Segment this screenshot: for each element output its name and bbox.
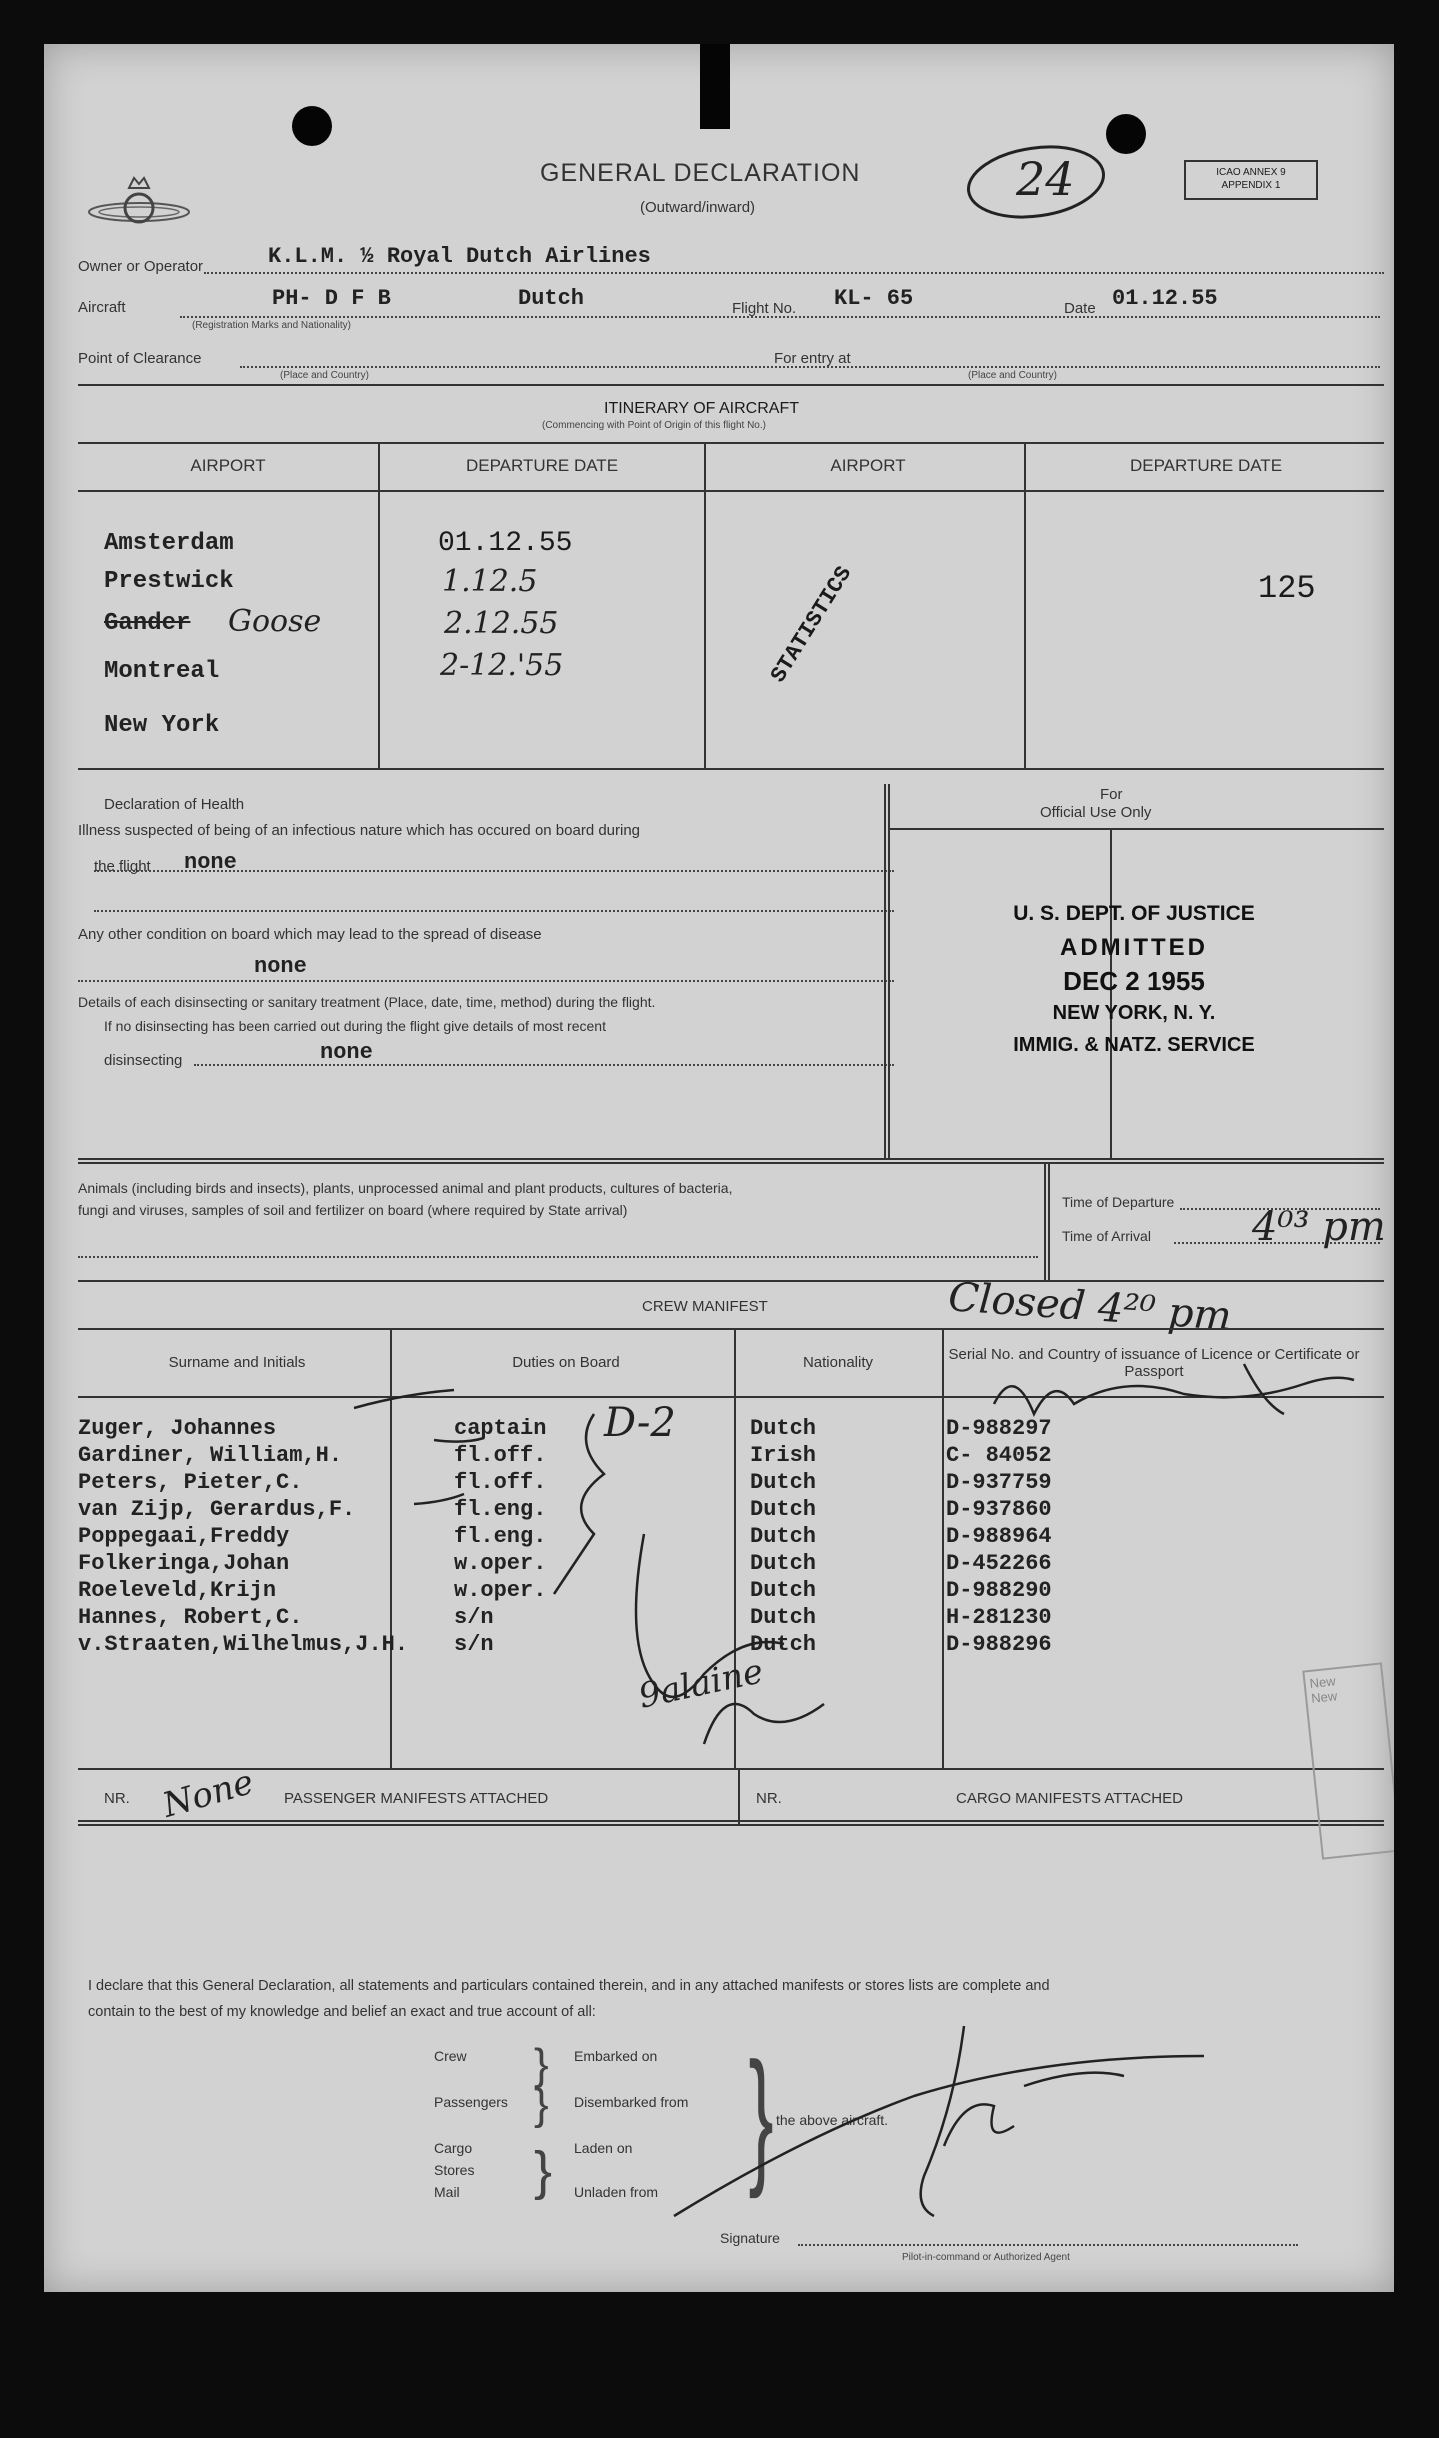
declaration-mid: Disembarked from — [574, 2094, 689, 2110]
crew-serial: C- 84052 — [946, 1443, 1052, 1468]
cargo-nr-label: NR. — [756, 1790, 782, 1807]
col-date-1: DEPARTURE DATE — [465, 456, 619, 475]
signature-caption: Pilot-in-command or Authorized Agent — [902, 2252, 1070, 2263]
health-condition-label: Any other condition on board which may lead to the spread of disease — [78, 926, 542, 943]
crew-serial: D-452266 — [946, 1551, 1052, 1576]
brace: } — [534, 2040, 549, 2089]
health-disinsecting-text: If no disinsecting has been carried out during the flight give details of most recent — [104, 1018, 606, 1034]
crew-col-nationality: Nationality — [802, 1354, 874, 1371]
crew-nationality: Dutch — [750, 1524, 817, 1549]
aircraft-value: PH- D F B — [272, 286, 391, 311]
crew-serial: D-988297 — [946, 1416, 1052, 1441]
col-date-2: DEPARTURE DATE — [1129, 456, 1283, 475]
signature-label: Signature — [720, 2230, 780, 2246]
admitted-stamp-line: ADMITTED — [1060, 934, 1208, 961]
animals-text: Animals (including birds and insects), plants, unprocessed animal and plant products, cultures of bacteria, — [78, 1180, 733, 1196]
itinerary-airport: New York — [104, 712, 220, 739]
crew-title: CREW MANIFEST — [642, 1298, 768, 1315]
declaration-item: Mail — [434, 2184, 460, 2200]
crew-serial: D-988290 — [946, 1578, 1052, 1603]
crew-name: Gardiner, William,H. — [78, 1443, 343, 1468]
brace: } — [748, 2031, 774, 2199]
aircraft-label: Aircraft — [78, 299, 126, 316]
arrival-handwritten: 4⁰³ pm — [1252, 1204, 1386, 1250]
declaration-mid: Laden on — [574, 2140, 633, 2156]
crew-nationality: Dutch — [750, 1605, 817, 1630]
passenger-nr-label: NR. — [104, 1790, 130, 1807]
crew-nationality: Dutch — [750, 1470, 817, 1495]
animals-text: fungi and viruses, samples of soil and fertilizer on board (where required by State arrival) — [78, 1202, 628, 1218]
entry-label: For entry at — [774, 350, 851, 367]
health-disinsecting-value: none — [320, 1040, 373, 1065]
closed-handwritten: Closed 4²⁰ pm — [946, 1274, 1234, 1340]
itinerary-number: 125 — [1258, 570, 1316, 607]
crew-serial: H-281230 — [946, 1605, 1052, 1630]
declaration-item: Stores — [434, 2162, 475, 2178]
crew-nationality: Dutch — [750, 1416, 817, 1441]
crew-nationality: Dutch — [750, 1497, 817, 1522]
crew-col-serial: Serial No. and Country of issuance of Licence or Certificate or Passport — [948, 1346, 1360, 1380]
form-subtitle: (Outward/inward) — [640, 199, 756, 216]
clearance-caption: (Place and Country) — [280, 370, 369, 381]
crew-handwritten-d2: D-2 — [604, 1400, 676, 1446]
official-title: For — [1100, 786, 1123, 803]
declaration-form — [44, 44, 1394, 2292]
icao-line: ICAO ANNEX 9 — [1216, 167, 1286, 178]
crew-nationality: Dutch — [750, 1632, 817, 1657]
crew-serial: D-937759 — [946, 1470, 1052, 1495]
owner-value: K.L.M. ½ Royal Dutch Airlines — [268, 244, 651, 269]
crew-duty: s/n — [454, 1605, 494, 1630]
health-disinsecting-label: disinsecting — [104, 1052, 183, 1069]
crew-duty: w.oper. — [454, 1578, 547, 1603]
declaration-text: contain to the best of my knowledge and belief an exact and true account of all: — [88, 2004, 596, 2020]
declaration-mid: Embarked on — [574, 2048, 658, 2064]
passenger-nr-hand: None — [158, 1762, 258, 1826]
handwritten-number: 24 — [1016, 152, 1075, 206]
aircraft-caption: (Registration Marks and Nationality) — [192, 320, 351, 331]
form-title: GENERAL DECLARATION — [540, 159, 861, 187]
declaration-item: Cargo — [434, 2140, 473, 2156]
health-title: Declaration of Health — [104, 796, 245, 813]
itinerary-airport: Montreal — [104, 658, 220, 685]
flight-value: KL- 65 — [834, 286, 914, 311]
nationality-value: Dutch — [518, 286, 585, 311]
crew-handwritten-marks — [344, 1384, 904, 1764]
itinerary-hand-airport: Goose — [228, 604, 322, 639]
crew-nationality: Dutch — [750, 1578, 817, 1603]
crew-duty: fl.off. — [454, 1470, 547, 1495]
col-airport-1: AIRPORT — [190, 456, 266, 475]
itinerary-date: 2.12.55 — [444, 606, 559, 641]
col-airport-2: AIRPORT — [830, 456, 906, 475]
itinerary-airport: Gander — [104, 610, 191, 637]
icao-box — [1184, 160, 1318, 200]
crew-serial: D-937860 — [946, 1497, 1052, 1522]
statistics-stamp: STATISTICS — [766, 562, 858, 688]
crew-serial: D-988296 — [946, 1632, 1052, 1657]
passenger-manifests-label: PASSENGER MANIFESTS ATTACHED — [284, 1790, 549, 1807]
arrival-label: Time of Arrival — [1062, 1228, 1151, 1244]
crew-name: Zuger, Johannes — [78, 1416, 277, 1441]
itinerary-title: ITINERARY OF AIRCRAFT — [604, 400, 799, 417]
itinerary-date: 2-12.'55 — [440, 648, 564, 683]
crew-name: van Zijp, Gerardus,F. — [78, 1497, 356, 1522]
health-flight-value: none — [184, 850, 237, 875]
flight-label: Flight No. — [732, 300, 797, 317]
crew-duty: captain — [454, 1416, 547, 1441]
declaration-text: I declare that this General Declaration, all statements and particulars contained therein, and in any attached manifests or stores lists are complete and — [88, 1978, 1050, 1994]
date-value: 01.12.55 — [1112, 286, 1218, 311]
crew-name: Roeleveld,Krijn — [78, 1578, 277, 1603]
date-label: Date — [1064, 300, 1096, 317]
admitted-stamp-line: IMMIG. & NATZ. SERVICE — [1013, 1034, 1255, 1056]
crew-duty: fl.eng. — [454, 1524, 547, 1549]
declaration-aircraft-text: the above aircraft. — [776, 2112, 889, 2128]
crew-name: v.Straaten,Wilhelmus,J.H. — [78, 1632, 409, 1657]
official-title: Official Use Only — [1040, 804, 1152, 821]
itinerary-caption: (Commencing with Point of Origin of this flight No.) — [542, 420, 766, 431]
clearance-label: Point of Clearance — [78, 350, 202, 367]
admitted-stamp-line: DEC 2 1955 — [1063, 966, 1205, 996]
faint-stamp: New New — [1302, 1662, 1394, 1859]
punch-hole — [292, 106, 332, 146]
admitted-stamp-line: NEW YORK, N. Y. — [1052, 1002, 1216, 1024]
crew-col-duty: Duties on Board — [512, 1354, 620, 1371]
cargo-manifests-label: CARGO MANIFESTS ATTACHED — [956, 1790, 1183, 1807]
itinerary-date: 1.12.5 — [442, 564, 538, 599]
health-illness-label: Illness suspected of being of an infectious nature which has occured on board during — [78, 822, 641, 839]
crew-duty: w.oper. — [454, 1551, 547, 1576]
itinerary-airport: Amsterdam — [104, 530, 234, 557]
crew-nationality: Irish — [750, 1443, 817, 1468]
crew-col-name: Surname and Initials — [168, 1354, 306, 1371]
admitted-stamp-line: U. S. DEPT. OF JUSTICE — [1013, 902, 1255, 925]
crew-name: Hannes, Robert,C. — [78, 1605, 303, 1630]
owner-label: Owner or Operator — [78, 258, 204, 275]
crew-name: Folkeringa,Johan — [78, 1551, 290, 1576]
crew-nationality: Dutch — [750, 1551, 817, 1576]
health-disinsecting-text: Details of each disinsecting or sanitary treatment (Place, date, time, method) during the flight. — [78, 994, 656, 1010]
icao-line: APPENDIX 1 — [1221, 180, 1281, 191]
declaration-mid: Unladen from — [574, 2184, 659, 2200]
klm-logo-icon — [84, 164, 194, 244]
departure-label: Time of Departure — [1062, 1194, 1175, 1210]
pilot-signature — [664, 2016, 1224, 2226]
health-condition-value: none — [254, 954, 307, 979]
itinerary-airport: Prestwick — [104, 568, 234, 595]
crew-signature: 9alaine — [635, 1651, 767, 1717]
torn-staple-mark — [700, 44, 730, 129]
health-flight-label: the flight — [94, 858, 151, 875]
itinerary-date: 01.12.55 — [438, 528, 573, 559]
crew-name: Peters, Pieter,C. — [78, 1470, 303, 1495]
crew-duty: fl.eng. — [454, 1497, 547, 1522]
crew-duty: fl.off. — [454, 1443, 547, 1468]
captain-initials-signature — [984, 1344, 1364, 1434]
entry-caption: (Place and Country) — [968, 370, 1057, 381]
brace: } — [534, 2141, 553, 2201]
crew-duty: s/n — [454, 1632, 494, 1657]
declaration-item: Crew — [434, 2048, 467, 2064]
brace: } — [534, 2080, 549, 2129]
crew-name: Poppegaai,Freddy — [78, 1524, 290, 1549]
declaration-item: Passengers — [434, 2094, 508, 2110]
crew-serial: D-988964 — [946, 1524, 1052, 1549]
